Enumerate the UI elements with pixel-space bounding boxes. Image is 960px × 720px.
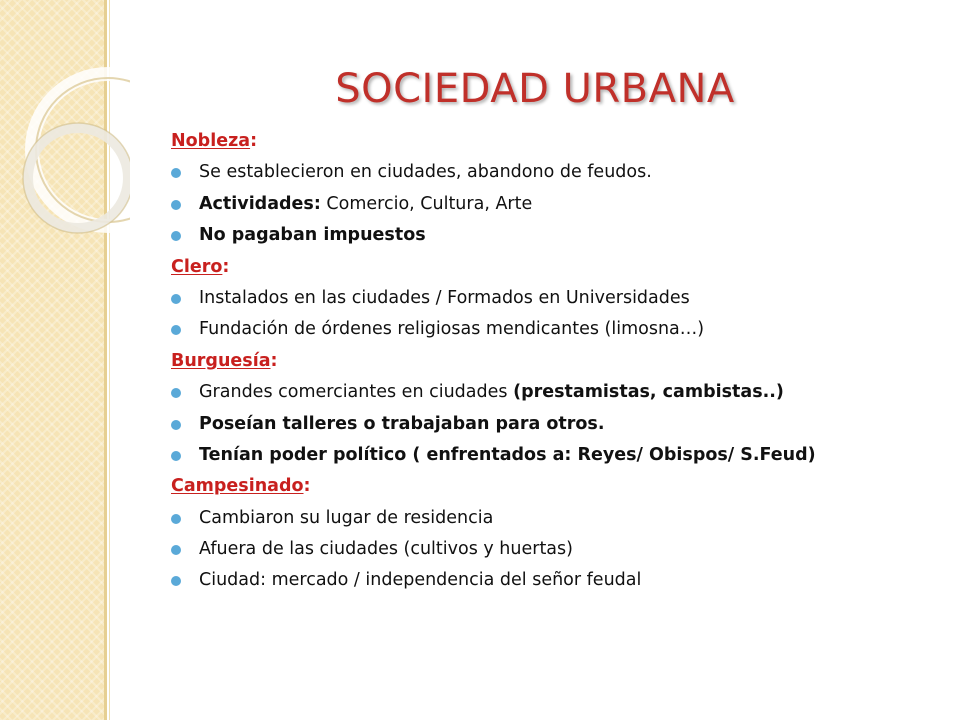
list-item: Grandes comerciantes en ciudades (prestamistas, cambistas..): [171, 377, 931, 408]
bullet-icon: [171, 451, 181, 461]
bullet-icon: [171, 545, 181, 555]
bullet-icon: [171, 514, 181, 524]
bullet-icon: [171, 325, 181, 335]
section-heading-nobleza: Nobleza:: [171, 131, 258, 151]
list-item: Cambiaron su lugar de residencia: [171, 503, 931, 534]
list-item: No pagaban impuestos: [171, 220, 931, 251]
bullet-icon: [171, 420, 181, 430]
bullet-icon: [171, 294, 181, 304]
bullet-icon: [171, 576, 181, 586]
list-item: Ciudad: mercado / independencia del señor feudal: [171, 565, 931, 596]
list-item: Afuera de las ciudades (cultivos y huertas): [171, 534, 931, 565]
content-list: [171, 126, 931, 597]
section-heading-burguesia: Burguesía:: [171, 350, 278, 371]
list-item: Instalados en las ciudades / Formados en Universidades: [171, 283, 931, 314]
section-heading-campesinado: Campesinado:: [171, 476, 311, 497]
page-title: SOCIEDAD URBANA: [335, 66, 735, 112]
bullet-icon: [171, 200, 181, 210]
list-item: Poseían talleres o trabajaban para otros.: [171, 409, 931, 440]
decorative-circles: [0, 0, 130, 260]
section-heading-clero: Clero:: [171, 256, 230, 277]
list-item: Actividades: Comercio, Cultura, Arte: [171, 189, 931, 220]
list-item: Fundación de órdenes religiosas mendicantes (limosna…): [171, 314, 931, 345]
bullet-icon: [171, 231, 181, 241]
list-item: Se establecieron en ciudades, abandono de feudos.: [171, 157, 931, 188]
bullet-icon: [171, 168, 181, 178]
bullet-icon: [171, 388, 181, 398]
list-item: Tenían poder político ( enfrentados a: Reyes/ Obispos/ S.Feud): [171, 440, 931, 471]
